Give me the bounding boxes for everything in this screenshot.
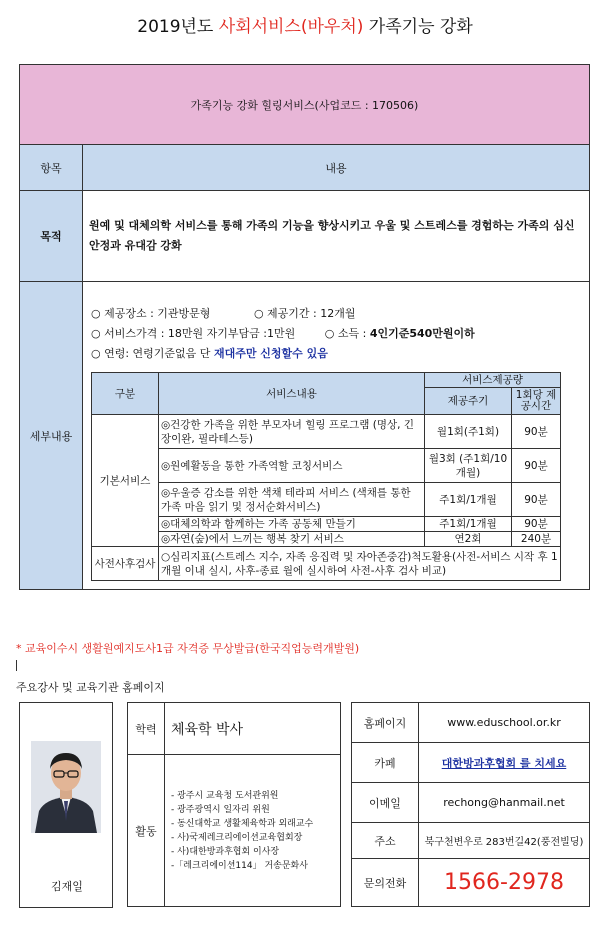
phone-number[interactable]: 1566-2978 [419, 859, 590, 907]
instructor-photo [31, 741, 101, 833]
service-time: 90분 [512, 415, 561, 449]
service-banner: 가족기능 강화 힐링서비스(사업코드 : 170506) [20, 65, 590, 145]
activity-item: - 사)대한방과후협회 이사장 [171, 846, 280, 857]
activity-item: - 동신대학교 생활체육학과 외래교수 [171, 818, 314, 829]
service-time: 90분 [512, 483, 561, 517]
service-time: 90분 [512, 517, 561, 532]
contact-table [351, 702, 590, 907]
test-label: 사전사후검사 [92, 547, 159, 581]
title-suffix: 가족기능 강화 [363, 17, 473, 37]
activity-item: - 광주광역시 일자리 위원 [171, 804, 270, 815]
detail-line-1 [91, 304, 583, 324]
grid-header-provision: 서비스제공량 [425, 373, 561, 388]
purpose-label: 목적 [20, 191, 83, 282]
cafe-label: 카페 [352, 743, 419, 783]
degree-label: 학력 [128, 703, 165, 755]
title-prefix: 2019년도 [137, 17, 219, 37]
activity-item: - 사)국제레크리에이션교육협회장 [171, 832, 303, 843]
activity-item: - 광주시 교육청 도서관위원 [171, 790, 279, 801]
service-time: 240분 [512, 532, 561, 547]
activity-list [165, 755, 341, 907]
service-frequency: 월3회 (주1회/10개월) [425, 449, 512, 483]
detail-age: ○ 연령: 연령기준없음 단 [91, 347, 214, 360]
service-frequency: 주1회/1개월 [425, 483, 512, 517]
service-frequency: 월1회(주1회) [425, 415, 512, 449]
service-time: 90분 [512, 449, 561, 483]
instructor-portrait-icon [31, 741, 101, 833]
cafe-link[interactable]: 대한방과후협회 를 치세요 [419, 743, 590, 783]
instructor-info-table [127, 702, 341, 907]
service-content: ◎건강한 가족을 위한 부모자녀 힐링 프로그램 (명상, 긴장이완, 필라테스등) [159, 415, 425, 449]
service-table [19, 64, 590, 590]
detail-age-note: 재대주만 신청할수 있음 [213, 347, 328, 360]
details-cell [83, 282, 590, 590]
detail-income-value: 4인기준540만원이하 [369, 327, 475, 340]
grid-header-frequency: 제공주기 [425, 388, 512, 415]
section-title: 주요강사 및 교육기관 홈페이지 [16, 681, 165, 694]
detail-price: ○ 서비스가격 : 18만원 자기부담금 :1만원 [91, 327, 296, 340]
detail-line-2 [91, 324, 583, 344]
test-content: ○심리지표(스트레스 지수, 자족 응집력 및 자아존중감)척도활용(사전-서비스 시작 후 1개월 이내 실시, 사후-종료 월에 실시하여 사전-사후 검사 비교) [159, 547, 561, 581]
homepage-link[interactable]: www.eduschool.or.kr [419, 703, 590, 743]
address-value: 북구천변우로 283번길42(풍전빌딩) [419, 823, 590, 859]
grid-header-category: 구분 [92, 373, 159, 415]
text-cursor [16, 660, 17, 671]
grid-header-content: 서비스내용 [159, 373, 425, 415]
detail-place: ○ 제공장소 : 기관방문형 [91, 307, 211, 320]
detail-period: ○ 제공기간 : 12개월 [253, 307, 356, 320]
service-frequency: 연2회 [425, 532, 512, 547]
activity-label: 활동 [128, 755, 165, 907]
activity-item: -「레크리에이션114」 거송문화사 [171, 860, 308, 871]
grid-header-session: 1회당 제공시간 [512, 388, 561, 415]
service-content: ◎자연(숲)에서 느끼는 행복 찾기 서비스 [159, 532, 425, 547]
service-content: ◎우울증 감소를 위한 색채 테라피 서비스 (색채를 통한 가족 마음 읽기 및 정서순화서비스) [159, 483, 425, 517]
service-frequency: 주1회/1개월 [425, 517, 512, 532]
title-highlight: 사회서비스(바우처) [218, 17, 364, 37]
email-label: 이메일 [352, 783, 419, 823]
service-grid [91, 372, 561, 581]
basic-service-label: 기본서비스 [92, 415, 159, 547]
instructor-name: 김재일 [51, 880, 83, 893]
purpose-text: 원예 및 대체의학 서비스를 통해 가족의 기능을 향상시키고 우울 및 스트레스를 경험하는 가족의 심신안정과 유대감 강화 [83, 191, 590, 282]
degree-value: 체육학 박사 [165, 703, 341, 755]
homepage-label: 홈페이지 [352, 703, 419, 743]
email-link[interactable]: rechong@hanmail.net [419, 783, 590, 823]
header-content: 내용 [83, 145, 590, 191]
instructor-card [19, 702, 113, 908]
service-content: ◎대체의학과 함께하는 가족 공동체 만들기 [159, 517, 425, 532]
service-content: ◎원예활동을 통한 가족역할 코칭서비스 [159, 449, 425, 483]
address-label: 주소 [352, 823, 419, 859]
header-item: 항목 [20, 145, 83, 191]
document-title [0, 12, 610, 37]
phone-label: 문의전화 [352, 859, 419, 907]
certificate-note: * 교육이수시 생활원예지도사1급 자격증 무상발급(한국직업능력개발원) [16, 642, 360, 655]
detail-income: ○ 소득 : [324, 327, 370, 340]
detail-line-3 [91, 344, 583, 364]
details-label: 세부내용 [20, 282, 83, 590]
